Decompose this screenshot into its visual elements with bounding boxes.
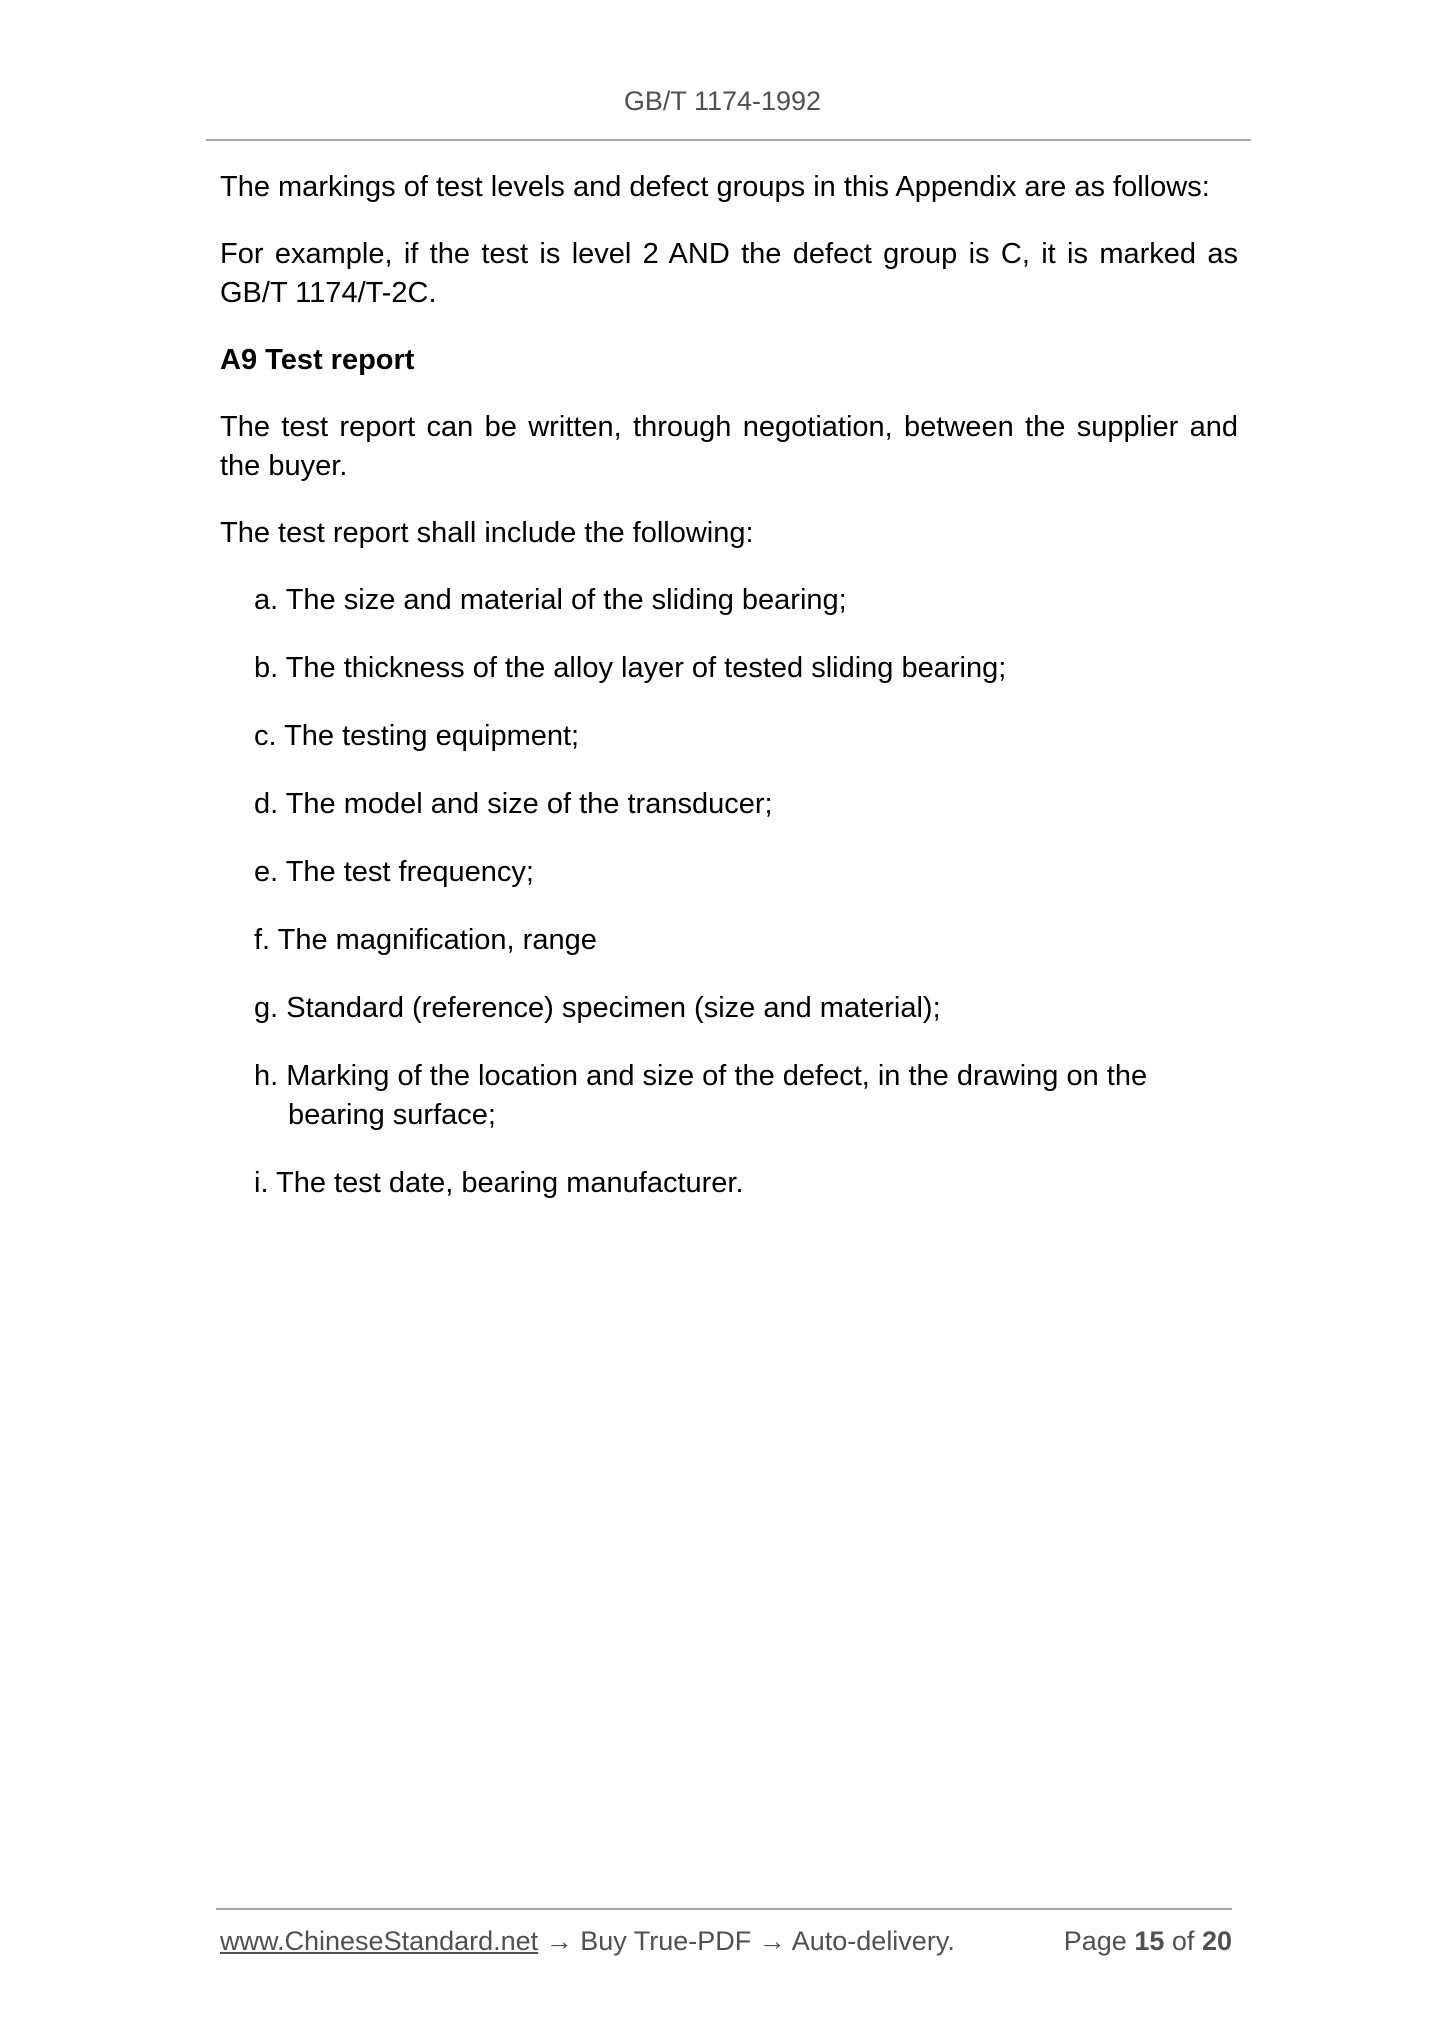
footer-promo	[220, 1926, 955, 1957]
list-item: c. The testing equipment;	[254, 720, 580, 752]
list-item: h. Marking of the location and size of the defect, in the drawing on the bearing surface;	[254, 1060, 1148, 1131]
of-label: of	[1171, 1926, 1195, 1956]
list-item: a. The size and material of the sliding bearing;	[254, 584, 847, 616]
list-item: b. The thickness of the alloy layer of tested sliding bearing;	[254, 652, 1007, 684]
website-link[interactable]: www.ChineseStandard.net	[220, 1926, 539, 1956]
example-paragraph: For example, if the test is level 2 AND the defect group is C, it is marked as GB/T 1174/T-2C.	[220, 238, 1238, 309]
report-contents-list	[220, 581, 1238, 1203]
page-content	[220, 168, 1238, 1232]
page-label: Page	[1063, 1926, 1127, 1956]
total-pages-number: 20	[1201, 1926, 1232, 1956]
footer-tagline: → Buy True-PDF → Auto-delivery.	[538, 1926, 955, 1956]
current-page-number: 15	[1134, 1926, 1165, 1956]
section-heading-a9: A9 Test report	[220, 344, 415, 376]
list-item: e. The test frequency;	[254, 856, 534, 888]
header-divider	[206, 139, 1251, 141]
list-item: f. The magnification, range	[254, 924, 597, 956]
page-number	[1064, 1926, 1232, 1957]
document-header-title: GB/T 1174-1992	[623, 86, 822, 116]
intro-paragraph: The markings of test levels and defect groups in this Appendix are as follows:	[220, 171, 1210, 203]
list-item: i. The test date, bearing manufacturer.	[254, 1167, 744, 1199]
list-item: d. The model and size of the transducer;	[254, 788, 773, 820]
footer-divider	[216, 1908, 1232, 1910]
test-report-paragraph: The test report can be written, through negotiation, between the supplier and the buyer.	[220, 411, 1238, 482]
list-item: g. Standard (reference) specimen (size and material);	[254, 992, 941, 1024]
report-contents-intro: The test report shall include the following:	[220, 517, 754, 549]
